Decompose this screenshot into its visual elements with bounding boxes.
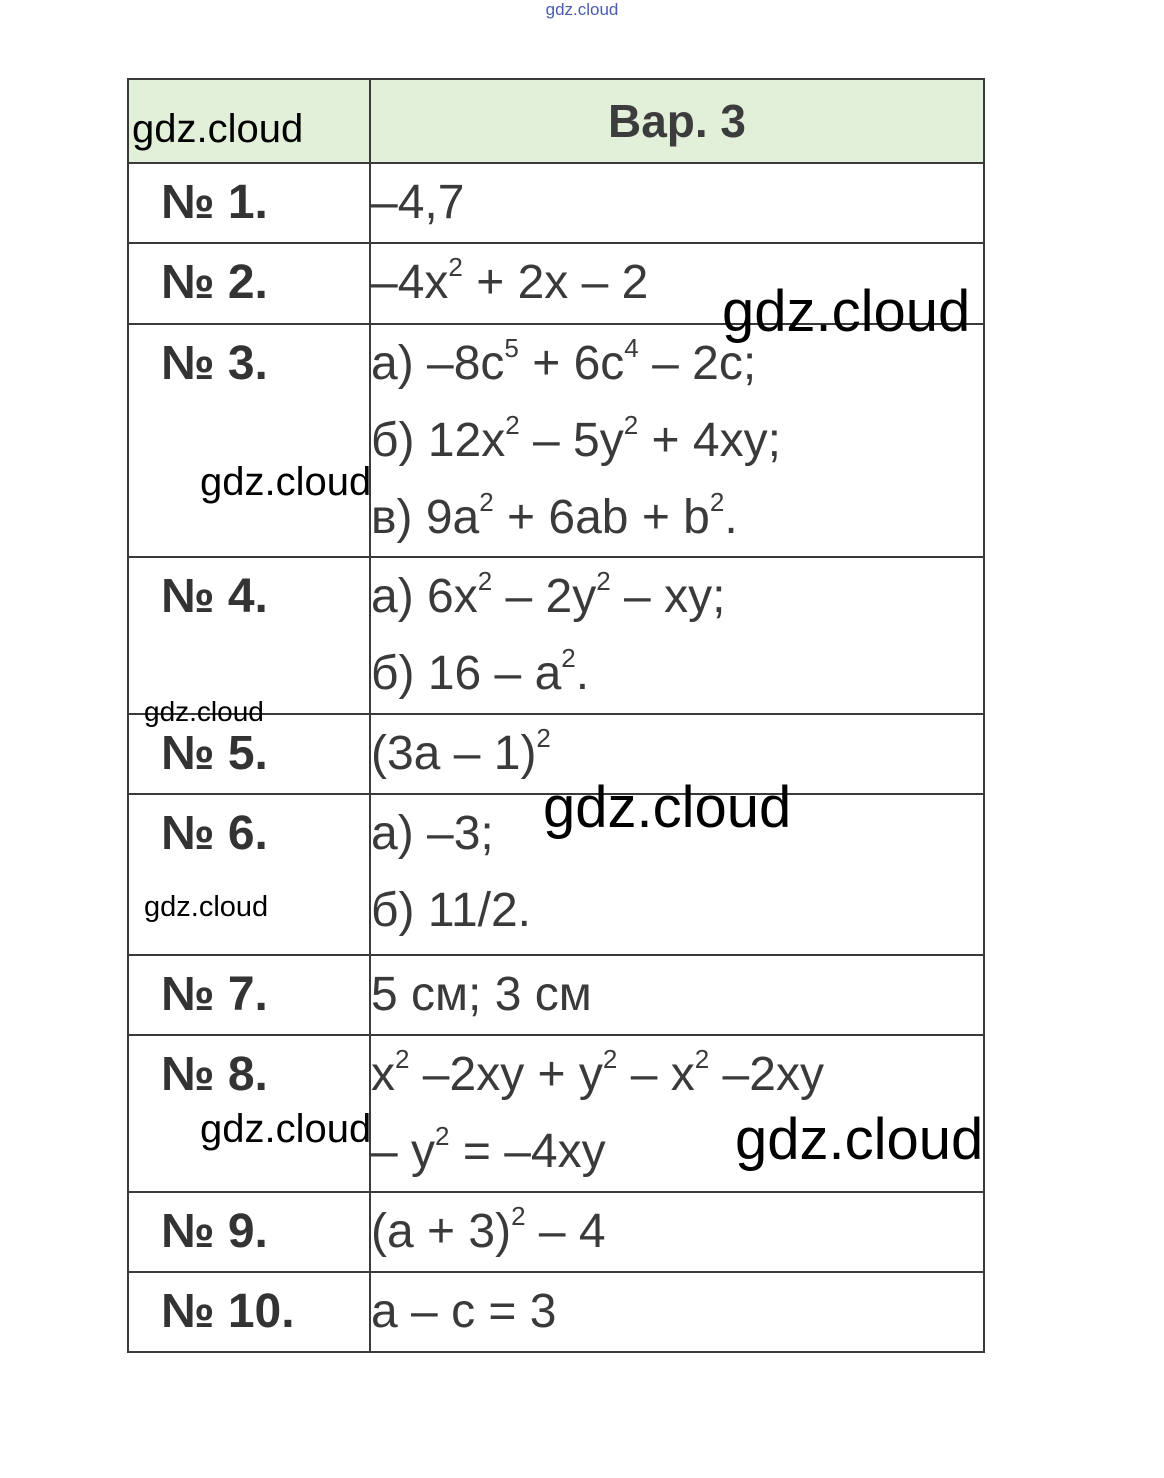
answer-text: в) 9a bbox=[371, 491, 480, 544]
exponent: 2 bbox=[709, 487, 725, 517]
task-number-cell bbox=[128, 163, 370, 243]
watermark: gdz.cloud bbox=[735, 1107, 984, 1172]
exponent: 2 bbox=[505, 410, 520, 440]
answer-text: x bbox=[371, 1048, 395, 1101]
task-number: № 4. bbox=[161, 570, 268, 623]
answer-text: + 6c bbox=[518, 337, 625, 390]
answer-text: + 2x – 2 bbox=[462, 256, 649, 309]
answer-cell bbox=[370, 557, 984, 714]
watermark: gdz.cloud bbox=[144, 891, 269, 923]
answer-text: – 4 bbox=[525, 1205, 606, 1258]
exponent: 2 bbox=[596, 566, 611, 596]
task-number-cell bbox=[128, 324, 370, 557]
exponent: 2 bbox=[435, 1121, 450, 1151]
exponent: 2 bbox=[511, 1201, 526, 1231]
exponent: 2 bbox=[536, 723, 551, 753]
task-number-cell bbox=[128, 1272, 370, 1352]
answer-text: – y bbox=[371, 1125, 436, 1178]
task-number-cell bbox=[128, 243, 370, 324]
answer-text: а) –3; bbox=[371, 807, 494, 860]
answer-text: – 2c; bbox=[638, 337, 757, 390]
answer-cell bbox=[370, 163, 984, 243]
answer-text: 5 см; 3 см bbox=[371, 968, 592, 1021]
answer-cell bbox=[370, 1192, 984, 1272]
answer-text: = –4xy bbox=[449, 1125, 606, 1178]
answer-cell bbox=[370, 1272, 984, 1352]
task-number-cell bbox=[128, 955, 370, 1035]
answer-text: б) 11/2. bbox=[371, 884, 532, 937]
answer-line bbox=[371, 558, 983, 635]
answer-text: + 6ab + b bbox=[493, 491, 710, 544]
task-number: № 10. bbox=[161, 1285, 295, 1338]
answer-text: – 5y bbox=[519, 414, 624, 467]
task-number: № 9. bbox=[161, 1205, 268, 1258]
answer-line bbox=[371, 1036, 983, 1113]
answer-cell bbox=[370, 955, 984, 1035]
answer-text: б) 16 – a bbox=[371, 647, 562, 700]
table-row bbox=[128, 557, 984, 714]
variant-header bbox=[370, 79, 984, 163]
task-number-cell bbox=[128, 1192, 370, 1272]
answer-line bbox=[371, 1193, 983, 1270]
watermark: gdz.cloud bbox=[144, 696, 264, 727]
task-number: № 7. bbox=[161, 968, 268, 1021]
table-row bbox=[128, 1192, 984, 1272]
answer-text: . bbox=[575, 647, 590, 700]
answer-line bbox=[371, 872, 983, 949]
task-number: № 2. bbox=[161, 256, 268, 309]
task-number: № 5. bbox=[161, 727, 268, 780]
watermark: gdz.cloud bbox=[722, 279, 971, 344]
answer-text: – 2y bbox=[492, 570, 597, 623]
task-number-cell bbox=[128, 557, 370, 714]
table-row bbox=[128, 324, 984, 557]
exponent: 2 bbox=[448, 252, 463, 282]
answer-text: –4x bbox=[371, 256, 449, 309]
watermark: gdz.cloud bbox=[543, 775, 792, 840]
answer-text: б) 12x bbox=[371, 414, 506, 467]
answer-text: –2xy bbox=[709, 1048, 824, 1101]
table-row bbox=[128, 1272, 984, 1352]
answer-text: – x bbox=[617, 1048, 695, 1101]
exponent: 2 bbox=[602, 1044, 618, 1074]
task-number: № 3. bbox=[161, 337, 268, 390]
exponent: 2 bbox=[694, 1044, 710, 1074]
answer-line bbox=[371, 402, 983, 479]
task-number: № 8. bbox=[161, 1048, 268, 1101]
answer-text: а) 6x bbox=[371, 570, 478, 623]
exponent: 4 bbox=[624, 333, 639, 363]
task-number-cell bbox=[128, 794, 370, 955]
table-row bbox=[128, 955, 984, 1035]
exponent: 5 bbox=[504, 333, 519, 363]
answer-text: (3a – 1) bbox=[371, 727, 537, 780]
answer-text: –2xy + y bbox=[409, 1048, 603, 1101]
watermark: gdz.cloud bbox=[200, 1107, 372, 1151]
answer-cell bbox=[370, 324, 984, 557]
answer-line bbox=[371, 164, 983, 241]
exponent: 2 bbox=[395, 1044, 410, 1074]
answer-line bbox=[371, 479, 983, 556]
task-number: № 1. bbox=[161, 176, 268, 229]
answer-text: – xy; bbox=[610, 570, 726, 623]
answer-text: –4,7 bbox=[371, 176, 465, 229]
variant-title: Вар. 3 bbox=[607, 95, 747, 147]
answer-text: + 4xy; bbox=[638, 414, 781, 467]
watermark: gdz.cloud bbox=[200, 460, 372, 504]
answer-line bbox=[371, 635, 983, 712]
task-number: № 6. bbox=[161, 807, 268, 860]
answer-text: a – c = 3 bbox=[371, 1285, 557, 1338]
table-row bbox=[128, 163, 984, 243]
exponent: 2 bbox=[477, 566, 493, 596]
exponent: 2 bbox=[479, 487, 494, 517]
watermark: gdz.cloud bbox=[132, 107, 304, 151]
answer-text: (a + 3) bbox=[371, 1205, 512, 1258]
top-watermark: gdz.cloud bbox=[545, 0, 619, 19]
answer-line bbox=[371, 956, 983, 1033]
exponent: 2 bbox=[561, 643, 576, 673]
answer-line bbox=[371, 1273, 983, 1350]
exponent: 2 bbox=[623, 410, 639, 440]
answer-text: а) –8c bbox=[371, 337, 505, 390]
answer-text: . bbox=[724, 491, 738, 544]
